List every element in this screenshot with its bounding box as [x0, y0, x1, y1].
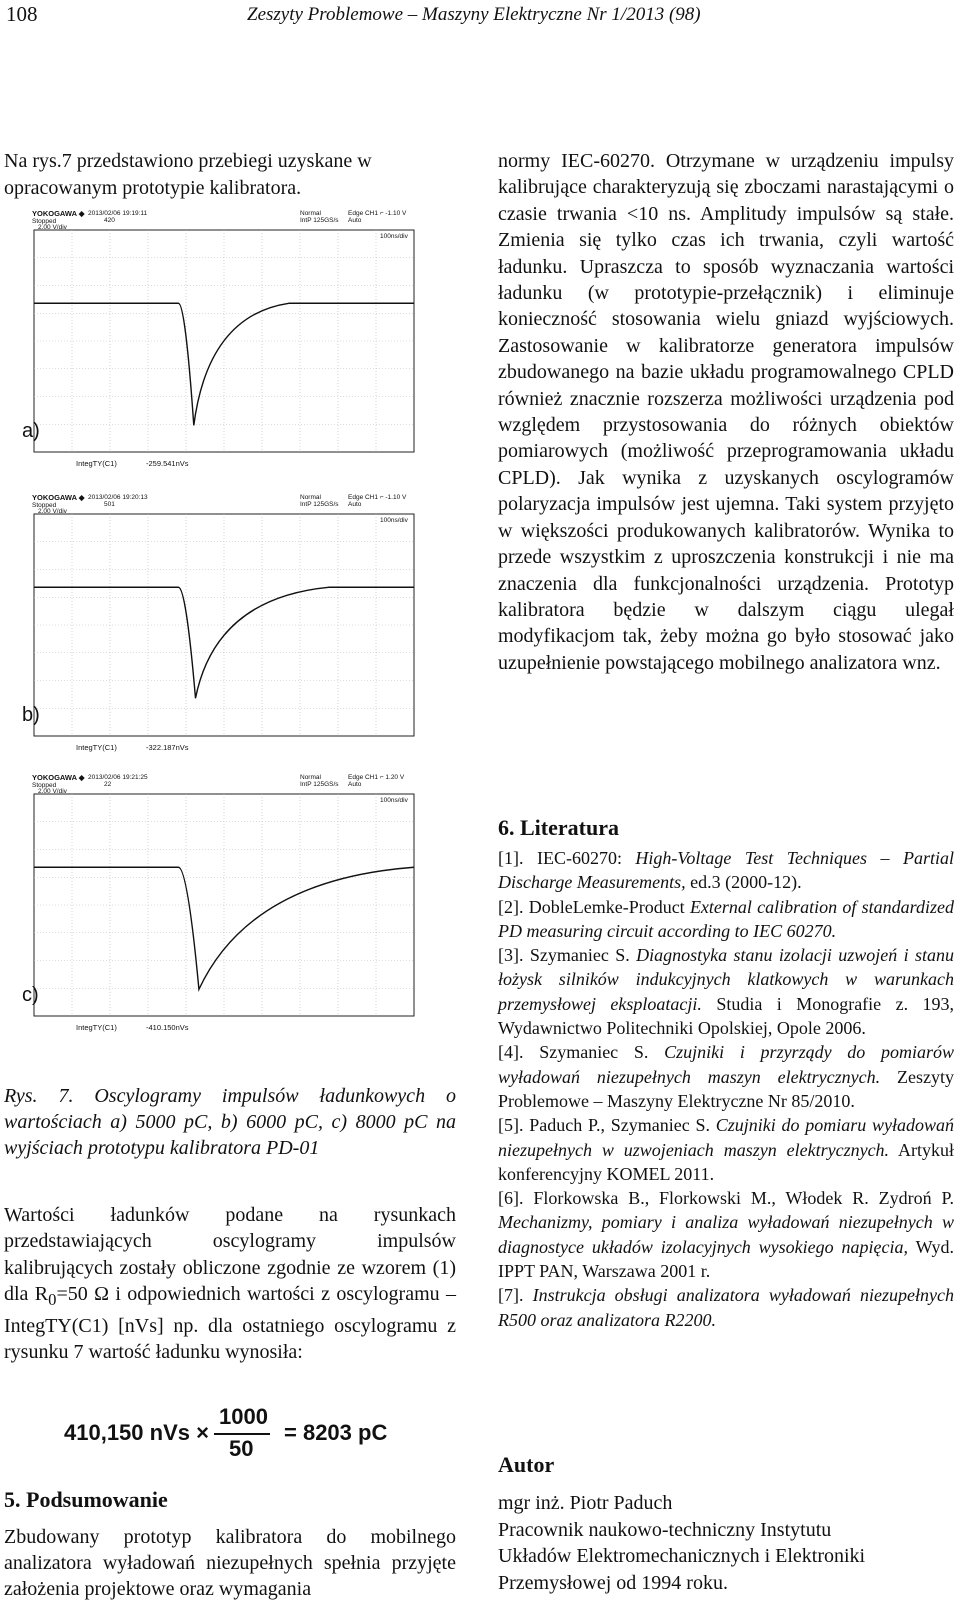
reference-title: External calibration of standardized PD measuring circuit according to IEC 60270. [498, 896, 954, 941]
page-header [0, 0, 960, 36]
reference-authors: [3]. Szymaniec S. [498, 945, 637, 966]
section-6-heading: 6. Literatura [498, 815, 619, 840]
scope-screen [30, 208, 426, 470]
scope-status: Stopped [32, 782, 57, 789]
panel-label: b) [22, 704, 40, 726]
reference-6 [498, 1186, 954, 1283]
author-since: Przemysłowej od 1994 roku. [498, 1571, 728, 1594]
scope-screen [30, 492, 426, 754]
reference-title: Czujniki i przyrządy do pomiarów wyładowań niezupełnych maszyn elektrycznych. [498, 1042, 955, 1087]
section-5-heading: 5. Podsumowanie [4, 1487, 168, 1512]
scope-trigmode: Auto [348, 217, 362, 224]
scope-count: 420 [104, 217, 115, 224]
scope-brand: YOKOGAWA ◆ [32, 493, 85, 502]
formula-numerator: 1000 [219, 1404, 268, 1429]
scope-trigmode: Auto [348, 781, 362, 788]
scope-vdiv: 2.00 V/div [38, 508, 67, 515]
scope-tdiv: 100ns/div [380, 517, 408, 524]
reference-authors: [4]. Szymaniec S. [498, 1042, 665, 1063]
scope-status: Stopped [32, 218, 57, 225]
reference-authors: [5]. Paduch P., Szymaniec S. [498, 1115, 716, 1136]
reference-title: Czujniki do pomiaru wyładowań niezupełnych w uzwojeniach maszyn elektrycznych. [498, 1115, 954, 1160]
formula-charge [64, 1406, 394, 1466]
author-heading: Autor [498, 1452, 555, 1477]
oscillogram-b [30, 492, 426, 754]
scope-mode: Normal [300, 774, 321, 781]
formula-denominator: 50 [229, 1436, 254, 1461]
reference-publisher: Zeszyty Problemowe – Maszyny Elektryczne Nr 85/2010. [498, 1066, 954, 1111]
reference-title: Instrukcja obsługi analizatora wyładowań niezupełnych R500 oraz analizatora R2200. [498, 1285, 954, 1330]
reference-authors: [1]. IEC-60270: [498, 848, 636, 868]
author-name: mgr inż. Piotr Paduch [498, 1492, 673, 1514]
paragraph-summary-continued: normy IEC-60270. Otrzymane w urządzeniu impulsy kalibrujące charakteryzują się zboczami narastającymi o czasie trwania <10 ns. Amplitudy impulsów są stałe. Zmienia się tylko czas ich trwania, czyli wartość ładunku. Upraszcza to sposób wyznaczania wartości ładunku (w prototypie-przełącznik) i eliminuje konieczność stosowania wielu gniazd wyjściowych. Zastosowanie w kalibratorze generatora impulsów zbudowanego na bazie układu programowalnego CPLD również znacznie rozszerza możliwości urządzenia pod względem przystosowania do różnych obiektów pomiarowych (możliwość przeprogramowania układu CPLD). Jak wynika z uzyskanych oscylogramów polaryzacja impulsów jest ujemna. Taki system przyjęto w większości produkowanych kalibratorów. Wynika to przede wszystkim z uproszczenia konstrukcji i nie ma znaczenia dla funkcjonalności urządzenia. Prototyp kalibratora będzie w dalszym ciągu ulegał modyfikacjom tak, żeby można go było stosować jako uzupełnienie powstającego mobilnego analizatora wnz. [498, 150, 954, 674]
reference-3 [498, 943, 954, 1040]
paragraph-text-1: Wartości ładunków podane na rysunkach przedstawiających oscylogramy impulsów kalibrujących zostały obliczone zgodnie ze wzorem (1) dla R [4, 1204, 456, 1305]
reference-2 [498, 895, 954, 944]
scope-count: 501 [104, 501, 115, 508]
scope-trace [34, 587, 414, 698]
reference-publisher: Artykuł konferencyjny KOMEL 2011. [498, 1139, 954, 1184]
paragraph-text-2: =50 Ω i odpowiednich wartości z oscylogramu – IntegTY(C1) [nVs] np. dla ostatniego oscylogramu z rysunku 7 wartość ładunku wynosiła: [4, 1282, 456, 1364]
author-institute: Układów Elektromechanicznych i Elektroniki [498, 1545, 866, 1567]
author-info [498, 1490, 954, 1596]
oscillogram-c [30, 772, 426, 1034]
scope-measure-value: -259.541nVs [146, 459, 189, 468]
fraction-bar [214, 1433, 270, 1435]
scope-screen [30, 772, 426, 1034]
formula-lhs: 410,150 nVs × [64, 1420, 209, 1445]
scope-vdiv: 2.00 V/div [38, 224, 67, 231]
reference-title: Mechanizmy, pomiary i analiza wyładowań niezupełnych w diagnostyce układów izolacyjnych wysokiego napięcia, [498, 1212, 954, 1257]
reference-5 [498, 1113, 954, 1186]
figure-caption: Rys. 7. Oscylogramy impulsów ładunkowych o wartościach a) 5000 pC, b) 6000 pC, c) 8000 pC na wyjściach prototypu kalibratora PD-01 [4, 1085, 456, 1159]
scope-trigger: Edge CH1 ⌐ -1.10 V [348, 494, 407, 501]
references-list [498, 846, 954, 1332]
reference-title: Diagnostyka stanu izolacji uzwojeń i stanu łożysk silników indukcyjnych klatkowych w warunkach przemysłowej eksploatacji. [498, 945, 954, 1014]
scope-measure-value: -322.187nVs [146, 743, 189, 752]
reference-7 [498, 1283, 954, 1332]
page-number: 108 [6, 2, 38, 26]
journal-title: Zeszyty Problemowe – Maszyny Elektryczne Nr 1/2013 (98) [247, 4, 701, 25]
scope-datetime: 2013/02/06 19:20:13 [88, 494, 148, 501]
reference-publisher: ed.3 (2000-12). [685, 872, 802, 893]
scope-rate: IntP 125GS/s [300, 781, 339, 788]
reference-title: High-Voltage Test Techniques – Partial Discharge Measurements, [498, 848, 954, 893]
panel-label: a) [22, 420, 40, 442]
scope-count: 22 [104, 781, 112, 788]
scope-brand: YOKOGAWA ◆ [32, 773, 85, 782]
subscript-zero: 0 [48, 1289, 57, 1309]
scope-tdiv: 100ns/div [380, 797, 408, 804]
oscillogram-a [30, 208, 426, 470]
scope-rate: IntP 125GS/s [300, 501, 339, 508]
scope-mode: Normal [300, 494, 321, 501]
scope-measure-name: IntegTY(C1) [76, 1023, 117, 1032]
reference-publisher: Wyd. IPPT PAN, Warszawa 2001 r. [498, 1236, 954, 1282]
scope-tdiv: 100ns/div [380, 233, 408, 240]
scope-rate: IntP 125GS/s [300, 217, 339, 224]
scope-measure-value: -410.150nVs [146, 1023, 189, 1032]
author-position: Pracownik naukowo-techniczny Instytutu [498, 1518, 832, 1541]
scope-measure-name: IntegTY(C1) [76, 743, 117, 752]
intro-paragraph: Na rys.7 przedstawiono przebiegi uzyskane w opracowanym prototypie kalibratora. [4, 150, 372, 199]
reference-publisher: Studia i Monografie z. 193, Wydawnictwo Politechniki Opolskiej, Opole 2006. [498, 993, 955, 1039]
reference-4 [498, 1040, 954, 1113]
scope-trigger: Edge CH1 ⌐ 1.20 V [348, 774, 405, 781]
formula-rhs: = 8203 pC [284, 1420, 388, 1445]
scope-vdiv: 2.00 V/div [38, 788, 67, 795]
scope-brand: YOKOGAWA ◆ [32, 209, 85, 218]
scope-status: Stopped [32, 502, 57, 509]
paragraph-charge-values [4, 1202, 456, 1366]
panel-label: c) [22, 984, 39, 1006]
reference-authors: [6]. Florkowska B., Florkowski M., Włodek R. Zydroń P. [498, 1188, 954, 1209]
scope-measure-name: IntegTY(C1) [76, 459, 117, 468]
reference-authors: [7]. [498, 1285, 533, 1306]
reference-authors: [2]. DobleLemke-Product [498, 896, 690, 917]
reference-1 [498, 846, 954, 895]
scope-trigger: Edge CH1 ⌐ -1.10 V [348, 210, 407, 217]
scope-datetime: 2013/02/06 19:19:11 [88, 210, 148, 217]
scope-datetime: 2013/02/06 19:21:25 [88, 774, 148, 781]
scope-trigmode: Auto [348, 501, 362, 508]
paragraph-summary: Zbudowany prototyp kalibratora do mobilnego analizatora wyładowań niezupełnych spełnia przyjęte założenia projektowe oraz wymagania [4, 1526, 456, 1600]
scope-mode: Normal [300, 210, 321, 217]
